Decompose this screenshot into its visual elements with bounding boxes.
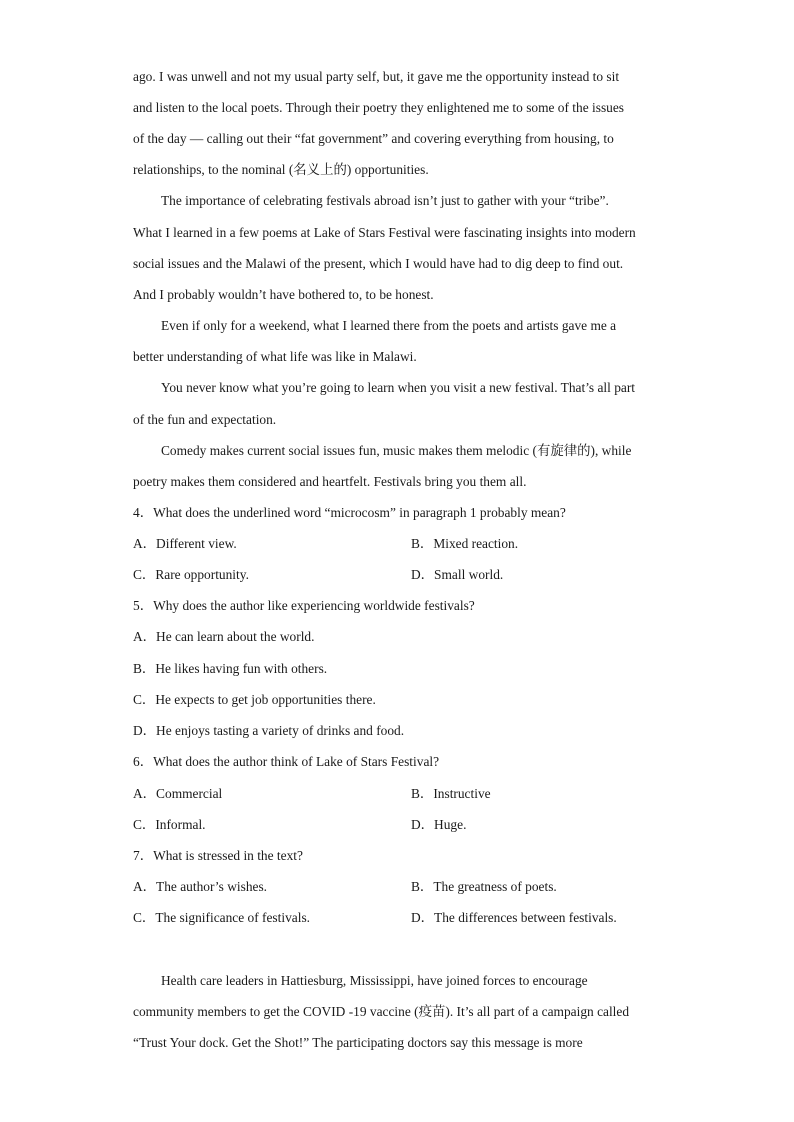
- answer-option[interactable]: A．The author’s wishes.: [133, 879, 268, 894]
- passage-line: The importance of celebrating festivals abroad isn’t just to gather with your “tribe”.: [161, 193, 609, 208]
- next-passage-line: “Trust Your dock. Get the Shot!” The participating doctors say this message is more: [133, 1035, 583, 1050]
- answer-option[interactable]: C．Rare opportunity.: [133, 567, 249, 582]
- passage-line: Even if only for a weekend, what I learned there from the poets and artists gave me a: [161, 318, 617, 333]
- passage-line: Comedy makes current social issues fun, music makes them melodic (有旋律的), while: [161, 443, 632, 458]
- answer-option[interactable]: D．He enjoys tasting a variety of drinks and food.: [133, 723, 405, 738]
- passage-line: poetry makes them considered and heartfelt. Festivals bring you them all.: [133, 474, 527, 489]
- answer-option[interactable]: A．Different view.: [133, 536, 237, 551]
- answer-option[interactable]: C．He expects to get job opportunities there.: [133, 692, 376, 707]
- passage-line: relationships, to the nominal (名义上的) opportunities.: [133, 162, 429, 177]
- question-stem: 7．What is stressed in the text?: [133, 848, 303, 863]
- passage-line: What I learned in a few poems at Lake of Stars Festival were fascinating insights into modern: [133, 225, 636, 240]
- passage-line: ago. I was unwell and not my usual party self, but, it gave me the opportunity instead to sit: [133, 69, 620, 84]
- passage-line: social issues and the Malawi of the present, which I would have had to dig deep to find out.: [133, 256, 624, 271]
- passage-line: And I probably wouldn’t have bothered to, to be honest.: [133, 287, 434, 302]
- answer-option[interactable]: D．Huge.: [411, 817, 467, 832]
- answer-option[interactable]: D．The differences between festivals.: [411, 910, 617, 925]
- passage-line: and listen to the local poets. Through their poetry they enlightened me to some of the issues: [133, 100, 625, 115]
- answer-option[interactable]: C．Informal.: [133, 817, 206, 832]
- passage-line: You never know what you’re going to learn when you visit a new festival. That’s all part: [161, 380, 636, 395]
- answer-option[interactable]: B．The greatness of poets.: [411, 879, 557, 894]
- question-stem: 4．What does the underlined word “microcosm” in paragraph 1 probably mean?: [133, 505, 566, 520]
- answer-option[interactable]: A．He can learn about the world.: [133, 629, 315, 644]
- passage-line: of the fun and expectation.: [133, 412, 277, 427]
- answer-option[interactable]: A．Commercial: [133, 786, 223, 801]
- passage-line: of the day — calling out their “fat government” and covering everything from housing, to: [133, 131, 614, 146]
- question-stem: 6．What does the author think of Lake of Stars Festival?: [133, 754, 440, 769]
- question-stem: 5．Why does the author like experiencing worldwide festivals?: [133, 598, 475, 613]
- passage-line: better understanding of what life was like in Malawi.: [133, 349, 417, 364]
- next-passage-line: community members to get the COVID -19 vaccine (疫苗). It’s all part of a campaign called: [133, 1004, 630, 1019]
- answer-option[interactable]: D．Small world.: [411, 567, 504, 582]
- answer-option[interactable]: B．Instructive: [411, 786, 491, 801]
- next-passage-line: Health care leaders in Hattiesburg, Mississippi, have joined forces to encourage: [161, 973, 588, 988]
- answer-option[interactable]: B．Mixed reaction.: [411, 536, 519, 551]
- answer-option[interactable]: C．The significance of festivals.: [133, 910, 311, 925]
- answer-option[interactable]: B．He likes having fun with others.: [133, 661, 328, 676]
